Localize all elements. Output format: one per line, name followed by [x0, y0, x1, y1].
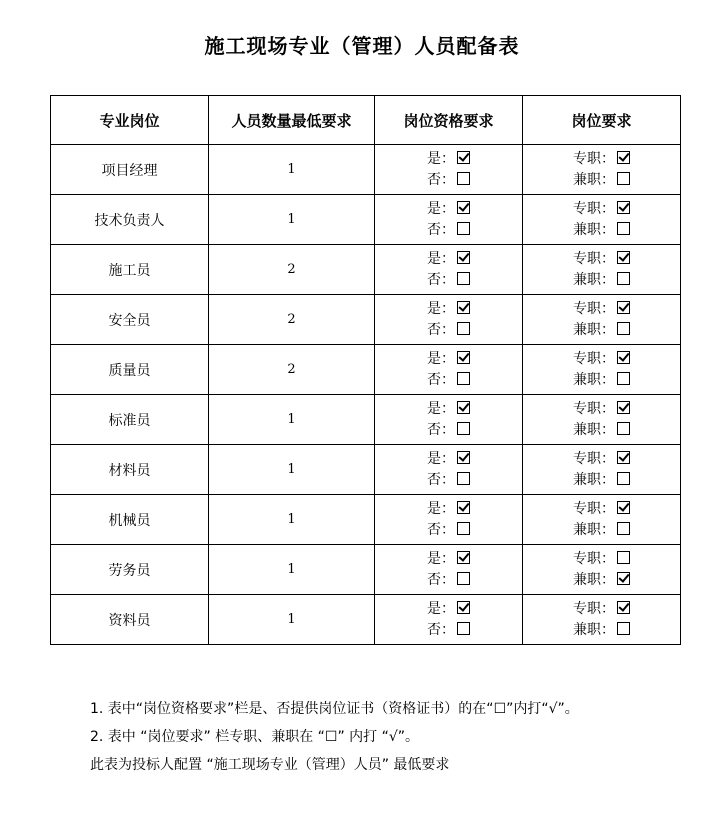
cell-qualification [375, 395, 523, 445]
cell-min-count: 1 [209, 195, 375, 245]
cell-min-count: 2 [209, 345, 375, 395]
no-label: 否： [427, 571, 455, 588]
cell-qualification [375, 245, 523, 295]
table-row [51, 495, 681, 545]
note-1: 1. 表中“岗位资格要求”栏是、否提供岗位证书（资格证书）的在“☐”内打“√”。 [90, 701, 579, 717]
cell-position: 施工员 [51, 245, 209, 295]
table-row [51, 295, 681, 345]
cell-post-requirement [523, 395, 681, 445]
cell-post-requirement [523, 145, 681, 195]
no-label: 否： [427, 321, 455, 338]
cell-qualification [375, 595, 523, 645]
checked-box-icon[interactable] [617, 251, 630, 264]
cell-min-count: 1 [209, 145, 375, 195]
empty-box-icon[interactable] [457, 172, 470, 185]
cell-post-requirement [523, 195, 681, 245]
cell-position: 项目经理 [51, 145, 209, 195]
checked-box-icon[interactable] [457, 451, 470, 464]
yes-label: 是： [427, 250, 455, 267]
no-label: 否： [427, 271, 455, 288]
cell-qualification [375, 345, 523, 395]
fulltime-label: 专职： [573, 400, 615, 417]
checked-box-icon[interactable] [617, 301, 630, 314]
fulltime-label: 专职： [573, 450, 615, 467]
table-row [51, 395, 681, 445]
header-min-count: 人员数量最低要求 [209, 96, 375, 145]
note-2: 2. 表中 “岗位要求” 栏专职、兼职在 “☐” 内打 “√”。 [90, 729, 420, 745]
fulltime-label: 专职： [573, 300, 615, 317]
parttime-label: 兼职： [573, 621, 615, 638]
parttime-label: 兼职： [573, 171, 615, 188]
checked-box-icon[interactable] [617, 401, 630, 414]
no-label: 否： [427, 421, 455, 438]
empty-box-icon[interactable] [617, 622, 630, 635]
table-row [51, 145, 681, 195]
checked-box-icon[interactable] [457, 151, 470, 164]
cell-position: 质量员 [51, 345, 209, 395]
cell-qualification [375, 145, 523, 195]
empty-box-icon[interactable] [617, 272, 630, 285]
parttime-label: 兼职： [573, 321, 615, 338]
cell-position: 技术负责人 [51, 195, 209, 245]
checked-box-icon[interactable] [457, 251, 470, 264]
table-row [51, 545, 681, 595]
cell-post-requirement [523, 295, 681, 345]
cell-post-requirement [523, 595, 681, 645]
checked-box-icon[interactable] [617, 451, 630, 464]
cell-min-count: 1 [209, 545, 375, 595]
checked-box-icon[interactable] [617, 201, 630, 214]
fulltime-label: 专职： [573, 250, 615, 267]
empty-box-icon[interactable] [457, 322, 470, 335]
checked-box-icon[interactable] [617, 151, 630, 164]
cell-qualification [375, 545, 523, 595]
cell-min-count: 1 [209, 445, 375, 495]
checked-box-icon[interactable] [457, 301, 470, 314]
header-position: 专业岗位 [51, 96, 209, 145]
empty-box-icon[interactable] [617, 522, 630, 535]
cell-min-count: 1 [209, 595, 375, 645]
fulltime-label: 专职： [573, 150, 615, 167]
no-label: 否： [427, 371, 455, 388]
empty-box-icon[interactable] [457, 522, 470, 535]
empty-box-icon[interactable] [457, 272, 470, 285]
cell-min-count: 2 [209, 295, 375, 345]
checked-box-icon[interactable] [457, 201, 470, 214]
yes-label: 是： [427, 200, 455, 217]
fulltime-label: 专职： [573, 600, 615, 617]
empty-box-icon[interactable] [617, 222, 630, 235]
cell-post-requirement [523, 545, 681, 595]
checked-box-icon[interactable] [617, 501, 630, 514]
cell-min-count: 2 [209, 245, 375, 295]
empty-box-icon[interactable] [457, 572, 470, 585]
fulltime-label: 专职： [573, 500, 615, 517]
yes-label: 是： [427, 500, 455, 517]
no-label: 否： [427, 471, 455, 488]
cell-post-requirement [523, 345, 681, 395]
empty-box-icon[interactable] [457, 422, 470, 435]
no-label: 否： [427, 221, 455, 238]
cell-position: 劳务员 [51, 545, 209, 595]
header-row [51, 96, 681, 145]
cell-qualification [375, 445, 523, 495]
empty-box-icon[interactable] [617, 172, 630, 185]
cell-post-requirement [523, 245, 681, 295]
checked-box-icon[interactable] [457, 601, 470, 614]
cell-post-requirement [523, 445, 681, 495]
checked-box-icon[interactable] [457, 501, 470, 514]
header-post-requirement: 岗位要求 [523, 96, 681, 145]
fulltime-label: 专职： [573, 200, 615, 217]
staffing-table [50, 95, 681, 645]
yes-label: 是： [427, 300, 455, 317]
parttime-label: 兼职： [573, 471, 615, 488]
empty-box-icon[interactable] [617, 422, 630, 435]
empty-box-icon[interactable] [457, 472, 470, 485]
cell-qualification [375, 295, 523, 345]
table-row [51, 195, 681, 245]
table-body [51, 145, 681, 645]
cell-qualification [375, 195, 523, 245]
header-qualification: 岗位资格要求 [375, 96, 523, 145]
checked-box-icon[interactable] [457, 351, 470, 364]
document-title: 施工现场专业（管理）人员配备表 [204, 34, 520, 58]
cell-position: 机械员 [51, 495, 209, 545]
yes-label: 是： [427, 550, 455, 567]
cell-position: 安全员 [51, 295, 209, 345]
parttime-label: 兼职： [573, 271, 615, 288]
no-label: 否： [427, 621, 455, 638]
cell-min-count: 1 [209, 395, 375, 445]
table-row [51, 595, 681, 645]
cell-position: 材料员 [51, 445, 209, 495]
parttime-label: 兼职： [573, 521, 615, 538]
cell-qualification [375, 495, 523, 545]
empty-box-icon[interactable] [617, 472, 630, 485]
table-row [51, 245, 681, 295]
parttime-label: 兼职： [573, 221, 615, 238]
cell-min-count: 1 [209, 495, 375, 545]
parttime-label: 兼职： [573, 571, 615, 588]
yes-label: 是： [427, 150, 455, 167]
checked-box-icon[interactable] [457, 551, 470, 564]
fulltime-label: 专职： [573, 350, 615, 367]
checked-box-icon[interactable] [617, 351, 630, 364]
fulltime-label: 专职： [573, 550, 615, 567]
empty-box-icon[interactable] [457, 372, 470, 385]
empty-box-icon[interactable] [457, 222, 470, 235]
table-row [51, 345, 681, 395]
empty-box-icon[interactable] [617, 551, 630, 564]
cell-position: 标准员 [51, 395, 209, 445]
yes-label: 是： [427, 400, 455, 417]
checked-box-icon[interactable] [457, 401, 470, 414]
empty-box-icon[interactable] [457, 622, 470, 635]
yes-label: 是： [427, 450, 455, 467]
yes-label: 是： [427, 600, 455, 617]
yes-label: 是： [427, 350, 455, 367]
checked-box-icon[interactable] [617, 572, 630, 585]
no-label: 否： [427, 171, 455, 188]
parttime-label: 兼职： [573, 421, 615, 438]
checked-box-icon[interactable] [617, 601, 630, 614]
notes [90, 695, 579, 779]
table-row [51, 445, 681, 495]
empty-box-icon[interactable] [617, 322, 630, 335]
no-label: 否： [427, 521, 455, 538]
parttime-label: 兼职： [573, 371, 615, 388]
cell-position: 资料员 [51, 595, 209, 645]
note-3: 此表为投标人配置 “施工现场专业（管理）人员” 最低要求 [90, 757, 450, 773]
cell-post-requirement [523, 495, 681, 545]
empty-box-icon[interactable] [617, 372, 630, 385]
